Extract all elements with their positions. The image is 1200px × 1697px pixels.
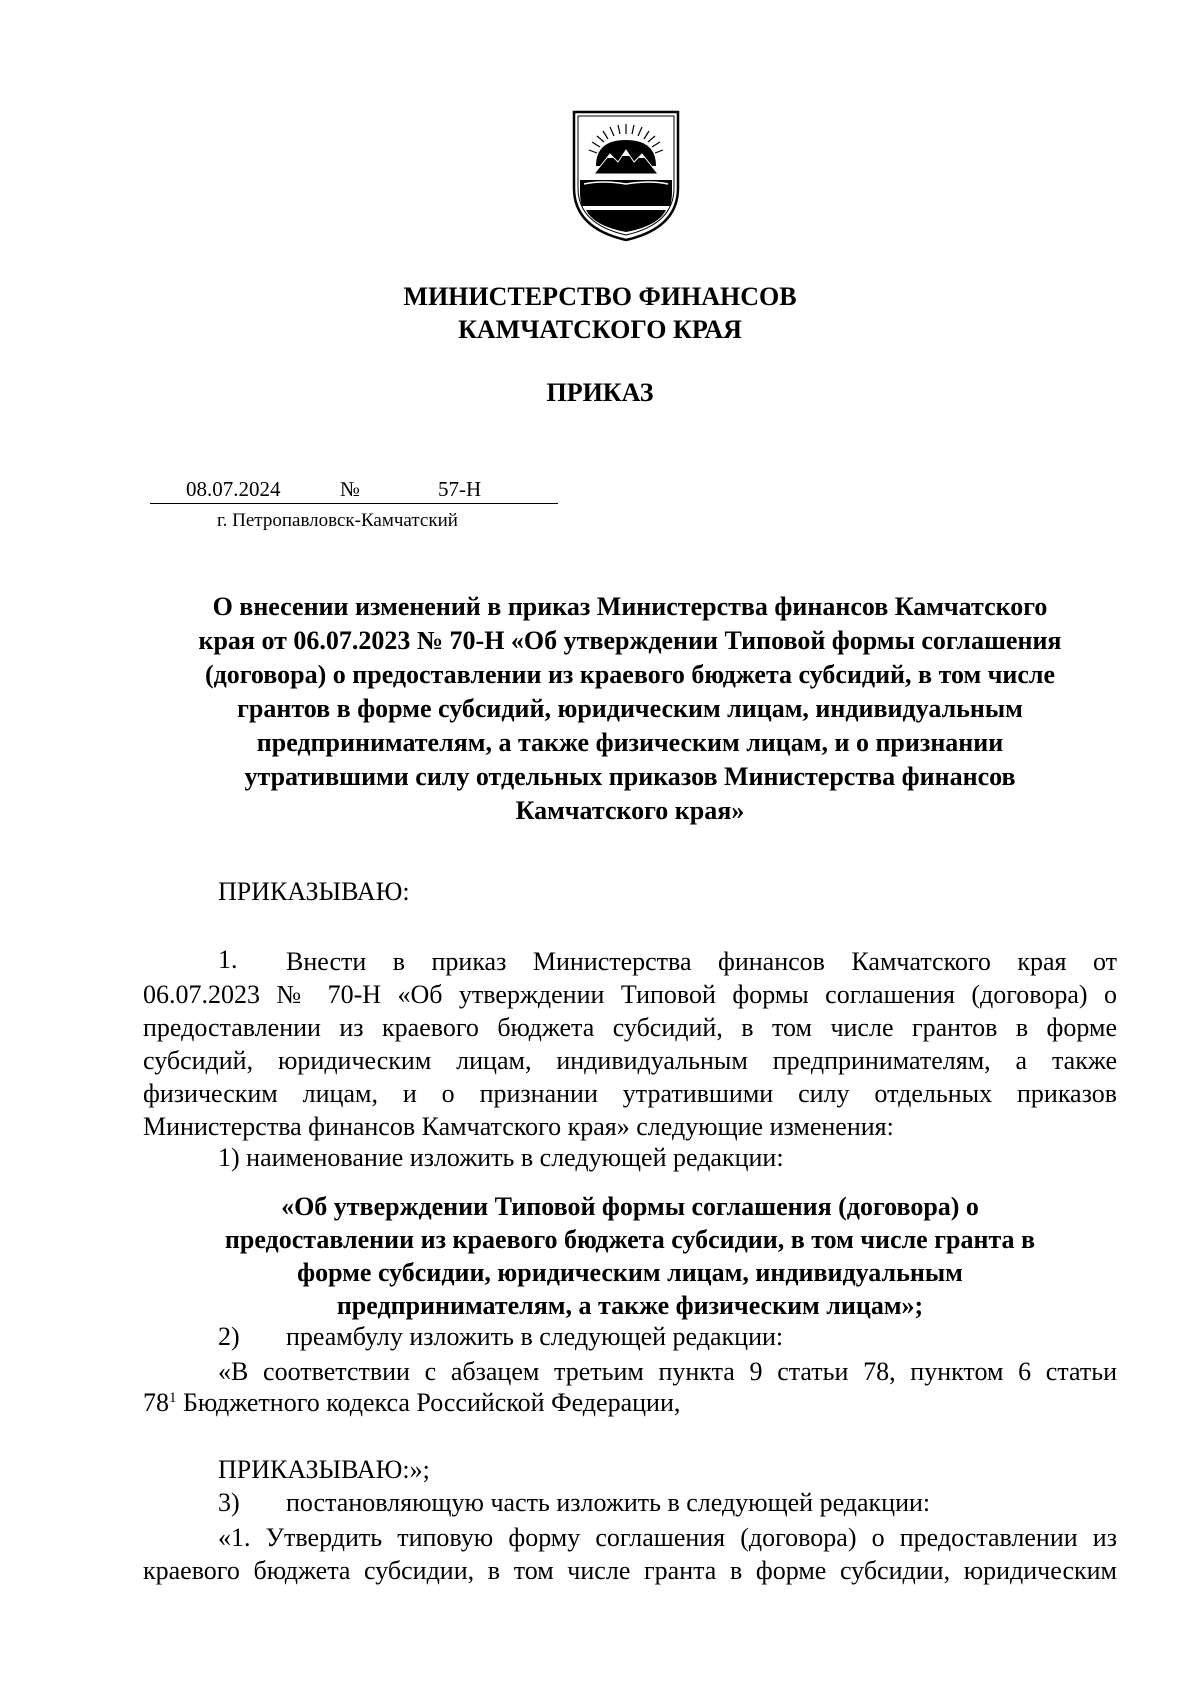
ministry-name bbox=[0, 280, 1200, 346]
title-line: (договора) о предоставлении из краевого бюджета субсидий, в том числе bbox=[204, 660, 1056, 689]
document-number: 57-Н bbox=[438, 477, 482, 501]
item1-last-line: Министерства финансов Камчатского края» следующие изменения: bbox=[143, 1112, 894, 1141]
subitem-2-number: 2) bbox=[218, 1322, 240, 1351]
subitem-3-number: 3) bbox=[218, 1488, 240, 1517]
number-sign: № bbox=[340, 477, 361, 501]
subitem-1: 1) наименование изложить в следующей редакции: bbox=[218, 1143, 784, 1172]
final-first-line: «1. Утвердить типовую форму соглашения (договора) о предоставлении из bbox=[218, 1523, 1117, 1552]
document-type: ПРИКАЗ bbox=[546, 378, 654, 407]
title-line: грантов в форме субсидий, юридическим лицам, индивидуальным bbox=[237, 694, 1023, 723]
preamble-last-line: $78^1$ Бюджетного кодекса Российской Федерации, bbox=[143, 1388, 681, 1417]
ministry-name-line1: МИНИСТЕРСТВО ФИНАНСОВ bbox=[403, 282, 797, 311]
title-line: предпринимателям, а также физическим лицам, и о признании bbox=[256, 728, 1004, 757]
document-date: 08.07.2024 bbox=[186, 477, 281, 501]
item1-line: предоставлении из краевого бюджета субсидий, в том числе грантов в форме bbox=[143, 1013, 1117, 1042]
quote-line: «Об утверждении Типовой формы соглашения (договора) о bbox=[281, 1192, 979, 1221]
superscript: 1 bbox=[169, 1390, 177, 1406]
item1-text bbox=[143, 978, 1117, 1143]
title-line: О внесении изменений в приказ Министерства финансов Камчатского bbox=[212, 592, 1048, 621]
ministry-name-line2: КАМЧАТСКОГО КРАЯ bbox=[458, 315, 742, 344]
subitem-2-text: преамбулу изложить в следующей редакции: bbox=[286, 1322, 784, 1351]
coat-of-arms-emblem bbox=[572, 110, 680, 242]
item1-number: 1. bbox=[218, 945, 238, 974]
date-underline bbox=[150, 503, 558, 504]
title-line: Камчатского края» bbox=[515, 796, 745, 825]
final-second-line: краевого бюджета субсидии, в том числе гранта в форме субсидии, юридическим bbox=[143, 1556, 1117, 1585]
document-city: г. Петропавловск-Камчатский bbox=[217, 510, 458, 531]
new-name-quote bbox=[200, 1190, 1060, 1322]
quote-line: предоставлении из краевого бюджета субсидии, в том числе гранта в bbox=[224, 1225, 1036, 1254]
item1-first-line: Внести в приказ Министерства финансов Камчатского края от bbox=[286, 947, 1117, 976]
item1-line: субсидий, юридическим лицам, индивидуальным предпринимателям, а также bbox=[143, 1046, 1117, 1075]
document-title bbox=[155, 590, 1105, 828]
order-word-quote: ПРИКАЗЫВАЮ:»; bbox=[218, 1455, 430, 1484]
title-line: края от 06.07.2023 № 70-Н «Об утверждении Типовой формы соглашения bbox=[198, 626, 1062, 655]
item1-line: 06.07.2023 № 70-Н «Об утверждении Типовой формы соглашения (договора) о bbox=[143, 980, 1117, 1009]
subitem-3-text: постановляющую часть изложить в следующей редакции: bbox=[286, 1488, 931, 1517]
item1-line: физическим лицам, и о признании утратившими силу отдельных приказов bbox=[143, 1079, 1117, 1108]
title-line: утратившими силу отдельных приказов Министерства финансов bbox=[244, 762, 1016, 791]
order-word: ПРИКАЗЫВАЮ: bbox=[218, 877, 410, 906]
preamble-first-line: «В соответствии с абзацем третьим пункта 9 статьи 78, пунктом 6 статьи bbox=[218, 1357, 1117, 1386]
quote-line: предпринимателям, а также физическим лицам»; bbox=[336, 1291, 924, 1320]
quote-line: форме субсидии, юридическим лицам, индивидуальным bbox=[297, 1258, 963, 1287]
